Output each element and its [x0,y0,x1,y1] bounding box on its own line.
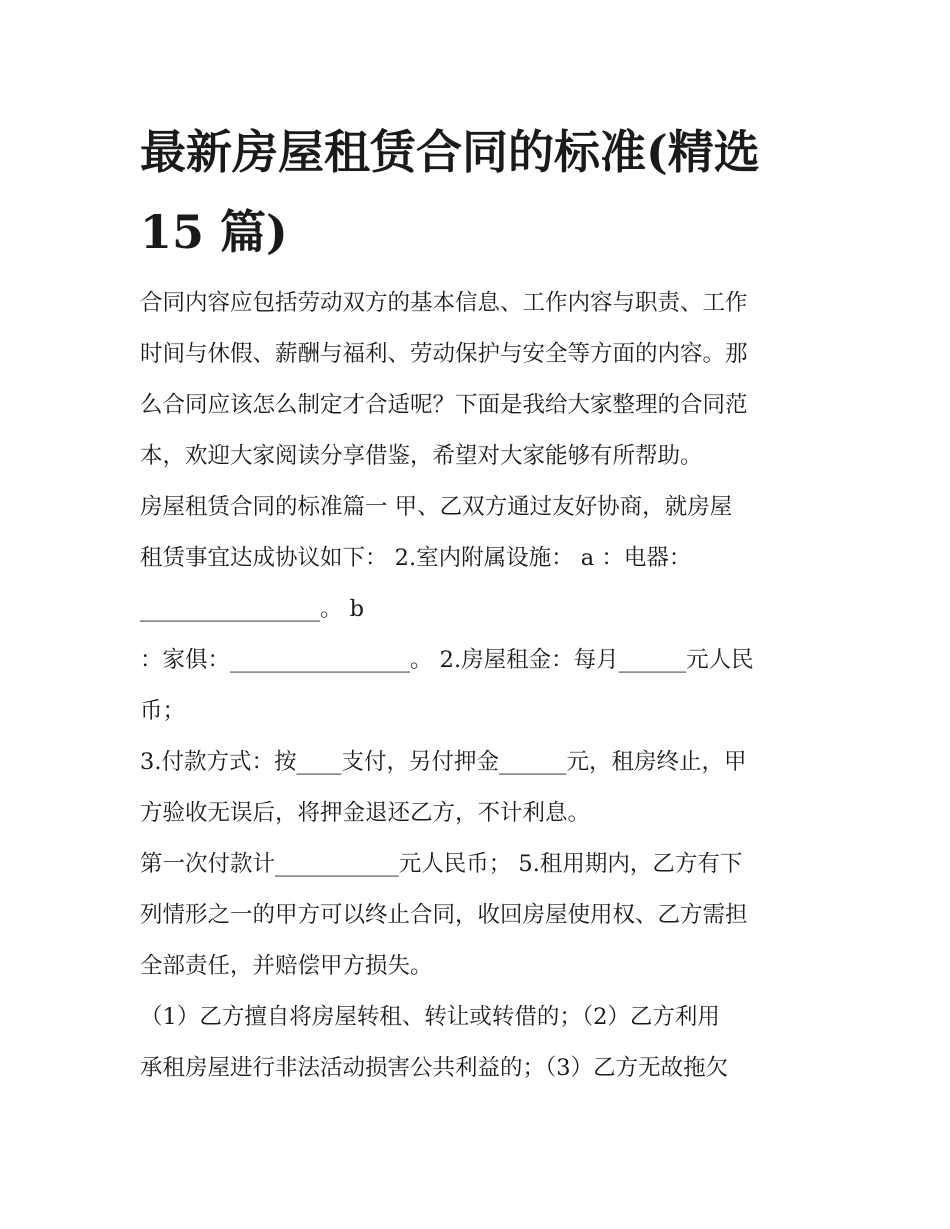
body-line: （1）乙方擅自将房屋转租、转让或转借的；（2）乙方利用 [140,1004,720,1030]
document-title [140,112,820,272]
body-line: 租赁事宜达成协议如下： 2.室内附属设施： a ：电器： [140,545,692,571]
body-line: 合同内容应包括劳动双方的基本信息、工作内容与职责、工作 [140,290,748,316]
body-line: 币； [140,698,186,724]
body-line: 全部责任，并赔偿甲方损失。 [140,953,433,979]
body-line: ：家俱：________________。 2.房屋租金：每月______元人民 [140,647,754,673]
body-line: 房屋租赁合同的标准篇一 甲、乙双方通过友好协商，就房屋 [140,494,733,520]
document-body [140,278,820,1094]
body-line: 时间与休假、薪酬与福利、劳动保护与安全等方面的内容。那 [140,341,748,367]
body-line: 本，欢迎大家阅读分享借鉴，希望对大家能够有所帮助。 [140,443,703,469]
body-line: 承租房屋进行非法活动损害公共利益的；（3）乙方无故拖欠 [140,1055,729,1081]
title-line-2: 15 篇) [140,205,288,259]
body-line: 第一次付款计___________元人民币； 5.租用期内，乙方有下 [140,851,743,877]
body-line: 方验收无误后，将押金退还乙方，不计利息。 [140,800,591,826]
body-line: 列情形之一的甲方可以终止合同，收回房屋使用权、乙方需担 [140,902,748,928]
body-line: ________________。 b [140,596,365,622]
body-line: 3.付款方式：按____支付，另付押金______元，租房终止，甲 [140,749,747,775]
title-line-1: 最新房屋租赁合同的标准(精选 [140,125,760,179]
body-line: 么合同应该怎么制定才合适呢？下面是我给大家整理的合同范 [140,392,748,418]
